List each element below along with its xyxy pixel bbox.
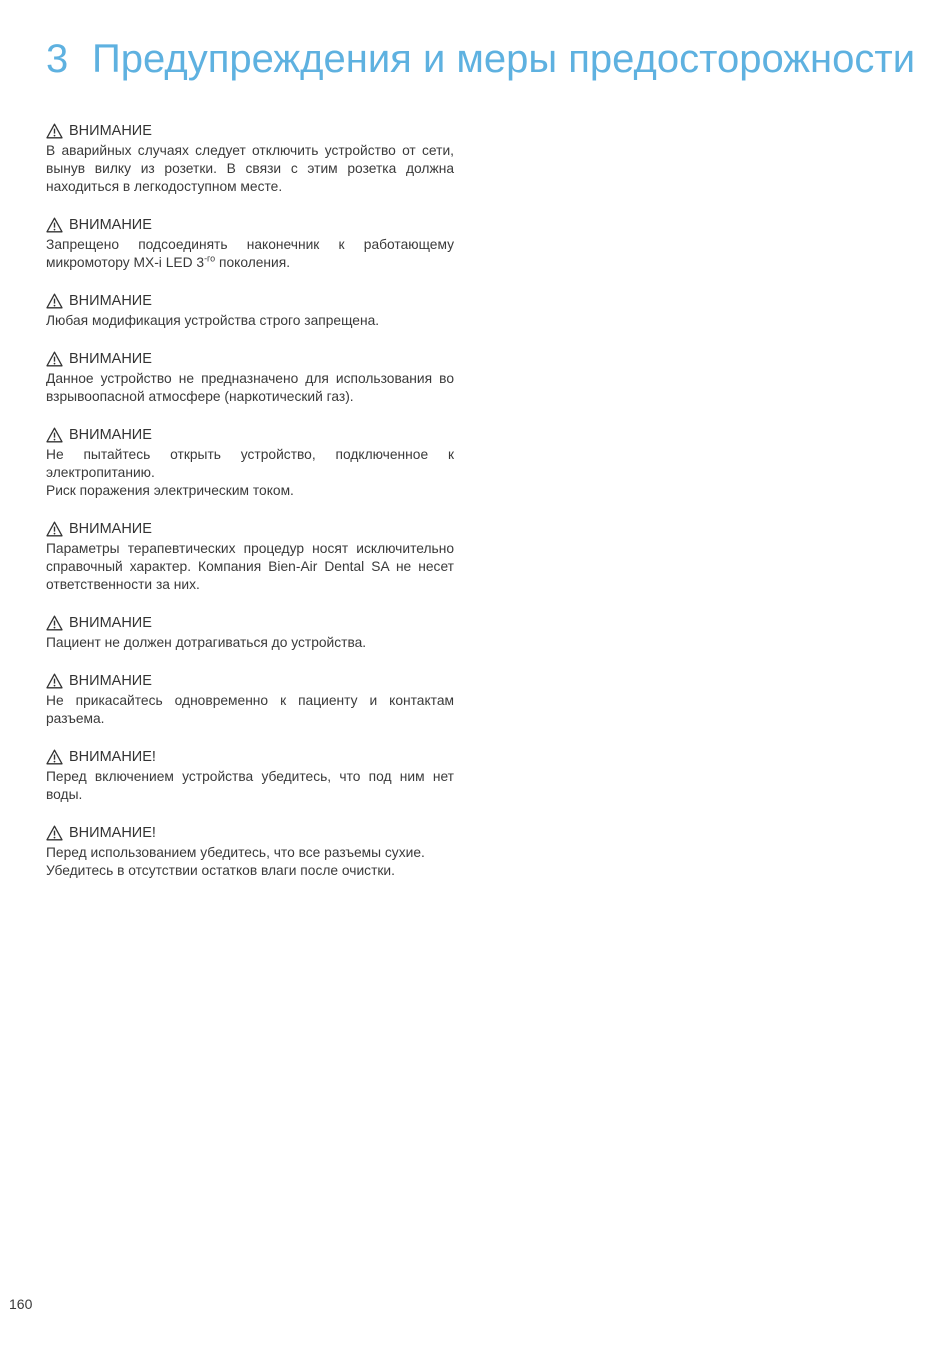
warning-text-line: Пациент не должен дотрагиваться до устройства. xyxy=(46,635,367,650)
warning-block xyxy=(46,348,454,406)
warning-text xyxy=(46,370,454,406)
chapter-number: 3 xyxy=(46,37,69,81)
warning-block xyxy=(46,290,454,330)
page-title xyxy=(46,34,926,84)
warning-text xyxy=(46,312,454,330)
warning-text-line: Перед использованием убедитесь, что все разъемы сухие. xyxy=(46,845,425,860)
warning-triangle-icon xyxy=(46,293,63,309)
warning-label: ВНИМАНИЕ xyxy=(69,427,152,443)
warning-text-line: Не пытайтесь открыть устройство, подключенное к электропитанию. xyxy=(46,447,454,480)
warning-label: ВНИМАНИЕ xyxy=(69,351,152,367)
warning-text xyxy=(46,692,454,728)
warning-block xyxy=(46,120,454,196)
warning-label: ВНИМАНИЕ xyxy=(69,521,152,537)
warning-triangle-icon xyxy=(46,615,63,631)
warning-heading xyxy=(46,670,454,692)
warning-block xyxy=(46,518,454,594)
warning-triangle-icon xyxy=(46,351,63,367)
warning-label: ВНИМАНИЕ xyxy=(69,673,152,689)
warning-text-line: Перед включением устройства убедитесь, что под ним нет воды. xyxy=(46,769,454,802)
warning-triangle-icon xyxy=(46,217,63,233)
warning-label: ВНИМАНИЕ! xyxy=(69,825,156,841)
warning-text-line: Не прикасайтесь одновременно к пациенту и контактам разъема. xyxy=(46,693,454,726)
warning-heading xyxy=(46,518,454,540)
warning-heading xyxy=(46,348,454,370)
warning-text xyxy=(46,142,454,196)
warning-text-line: Параметры терапевтических процедур носят исключительно справочный характер. Компания Bien-Air Dental SA не несет ответственности за них. xyxy=(46,541,454,592)
warning-triangle-icon xyxy=(46,825,63,841)
warning-text-line: Убедитесь в отсутствии остатков влаги после очистки. xyxy=(46,863,395,878)
warning-heading xyxy=(46,746,454,768)
chapter-title: Предупреждения и меры предосторожности xyxy=(92,37,916,81)
warning-triangle-icon xyxy=(46,427,63,443)
warning-text-line: Данное устройство не предназначено для использования во взрывоопасной атмосфере (наркотический газ). xyxy=(46,371,454,404)
warnings-list xyxy=(46,120,454,898)
warning-label: ВНИМАНИЕ xyxy=(69,123,152,139)
warning-triangle-icon xyxy=(46,673,63,689)
warning-text-line: Запрещено подсоединять наконечник к работающему микромотору MX-i LED $3^{-го}$ поколения. xyxy=(46,237,454,270)
warning-text xyxy=(46,540,454,594)
warning-text-line: Риск поражения электрическим током. xyxy=(46,483,294,498)
page-number: 160 xyxy=(9,1296,33,1312)
warning-label: ВНИМАНИЕ xyxy=(69,615,152,631)
warning-triangle-icon xyxy=(46,749,63,765)
warning-heading xyxy=(46,290,454,312)
warning-block xyxy=(46,822,454,880)
warning-text xyxy=(46,446,454,500)
warning-block xyxy=(46,746,454,804)
warning-heading xyxy=(46,822,454,844)
warning-text xyxy=(46,236,454,272)
warning-heading xyxy=(46,424,454,446)
warning-block xyxy=(46,612,454,652)
warning-label: ВНИМАНИЕ xyxy=(69,217,152,233)
warning-triangle-icon xyxy=(46,123,63,139)
warning-label: ВНИМАНИЕ xyxy=(69,293,152,309)
warning-triangle-icon xyxy=(46,521,63,537)
warning-text xyxy=(46,634,454,652)
warning-heading xyxy=(46,612,454,634)
warning-heading xyxy=(46,120,454,142)
warning-text xyxy=(46,844,454,880)
warning-text-line: Любая модификация устройства строго запрещена. xyxy=(46,313,380,328)
warning-text xyxy=(46,768,454,804)
warning-block xyxy=(46,424,454,500)
warning-block xyxy=(46,214,454,272)
warning-block xyxy=(46,670,454,728)
warning-heading xyxy=(46,214,454,236)
warning-text-line: В аварийных случаях следует отключить устройство от сети, вынув вилку из розетки. В связи с этим розетка должна находиться в легкодоступном месте. xyxy=(46,143,454,194)
warning-label: ВНИМАНИЕ! xyxy=(69,749,156,765)
